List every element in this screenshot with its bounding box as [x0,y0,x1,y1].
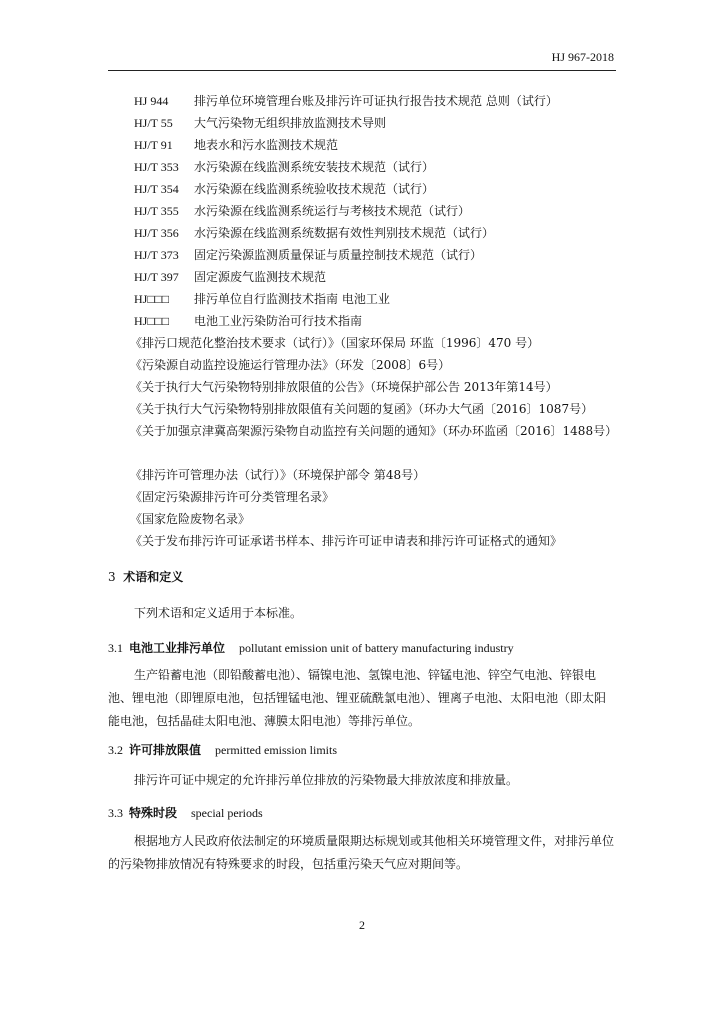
term-chinese: 电池工业排污单位 [129,641,226,655]
normative-document: 《污染源自动监控设施运行管理办法》（环发〔2008〕6号） [130,358,451,372]
term-heading [108,639,514,656]
normative-document: 《关于执行大气污染物特别排放限值的公告》（环境保护部公告 2013年第14号） [130,380,558,394]
reference-code: HJ/T 356 [134,226,179,240]
header-rule [108,70,616,71]
reference-code: HJ/T 373 [134,248,179,262]
term-number: 3.2 [108,743,123,757]
reference-item [134,290,614,308]
page-number: 2 [359,918,365,932]
reference-title: 地表水和污水监测技术规范 [194,138,339,152]
reference-title: 水污染源在线监测系统运行与考核技术规范（试行） [194,204,471,218]
reference-title: 水污染源在线监测系统验收技术规范（试行） [194,182,435,196]
normative-document: 《排污口规范化整治技术要求（试行）》（国家环保局 环监〔1996〕470 号） [130,336,540,350]
reference-item [134,158,614,176]
normative-document: 《排污许可管理办法（试行）》（环境保护部令 第48号） [130,468,426,482]
reference-item [134,180,614,198]
term-number: 3.3 [108,806,123,820]
reference-code: HJ□□□ [134,292,170,306]
term-english: pollutant emission unit of battery manufacturing industry [239,641,514,655]
reference-item [134,202,614,220]
reference-item [134,224,614,242]
reference-code: HJ/T 91 [134,138,173,152]
reference-item [134,114,614,132]
normative-document-wrapped: 《关于加强京津冀高架源污染物自动监控有关问题的通知》（环办环监函〔2016〕1488号） [130,424,618,438]
term-english: permitted emission limits [215,743,338,757]
reference-item [134,246,614,264]
term-definition: 排污许可证中规定的允许排污单位排放的污染物最大排放浓度和排放量。 [134,773,519,787]
term-english: special periods [191,806,263,820]
section-heading [108,568,183,585]
reference-code: HJ/T 55 [134,116,173,130]
term-chinese: 许可排放限值 [129,743,202,757]
section-intro: 下列术语和定义适用于本标准。 [134,606,303,620]
term-chinese: 特殊时段 [129,806,178,820]
reference-title: 水污染源在线监测系统数据有效性判别技术规范（试行） [194,226,495,240]
reference-item [134,92,614,110]
section-number: 3 [108,570,116,584]
reference-code: HJ/T 355 [134,204,179,218]
reference-code: HJ□□□ [134,314,170,328]
reference-title: 排污单位环境管理台账及排污许可证执行报告技术规范 总则（试行） [194,94,558,108]
section-title: 术语和定义 [123,570,184,584]
reference-title: 排污单位自行监测技术指南 电池工业 [194,292,390,306]
reference-code: HJ/T 353 [134,160,179,174]
normative-document: 《关于发布排污许可证承诺书样本、排污许可证申请表和排污许可证格式的通知》 [130,534,563,548]
term-definition: 生产铅蓄电池（即铅酸蓄电池）、镉镍电池、氢镍电池、锌锰电池、锌空气电池、锌银电池、锂电池（即锂原电池，包括锂锰电池、锂亚硫酰氯电池）、锂离子电池、太阳电池（即太阳能电池，包括晶硅太阳电池、薄膜太阳电池）等排污单位。 [108,668,607,728]
reference-item [134,268,614,286]
reference-title: 电池工业污染防治可行技术指南 [194,314,363,328]
term-heading [108,804,263,821]
normative-document: 《固定污染源排污许可分类管理名录》 [130,490,335,504]
reference-item [134,136,614,154]
reference-code: HJ 944 [134,94,169,108]
reference-code: HJ/T 354 [134,182,179,196]
term-definition: 根据地方人民政府依法制定的环境质量限期达标规划或其他相关环境管理文件，对排污单位的污染物排放情况有特殊要求的时段，包括重污染天气应对期间等。 [108,834,615,871]
document-code-header: HJ 967-2018 [551,50,614,64]
reference-item [134,312,614,330]
reference-code: HJ/T 397 [134,270,179,284]
reference-title: 固定源废气监测技术规范 [194,270,327,284]
term-heading [108,741,337,758]
normative-document: 《关于执行大气污染物特别排放限值有关问题的复函》（环办大气函〔2016〕1087号） [130,402,594,416]
reference-title: 固定污染源监测质量保证与质量控制技术规范（试行） [194,248,483,262]
reference-title: 大气污染物无组织排放监测技术导则 [194,116,387,130]
normative-document: 《国家危险废物名录》 [130,512,251,526]
reference-title: 水污染源在线监测系统安装技术规范（试行） [194,160,435,174]
term-number: 3.1 [108,641,123,655]
